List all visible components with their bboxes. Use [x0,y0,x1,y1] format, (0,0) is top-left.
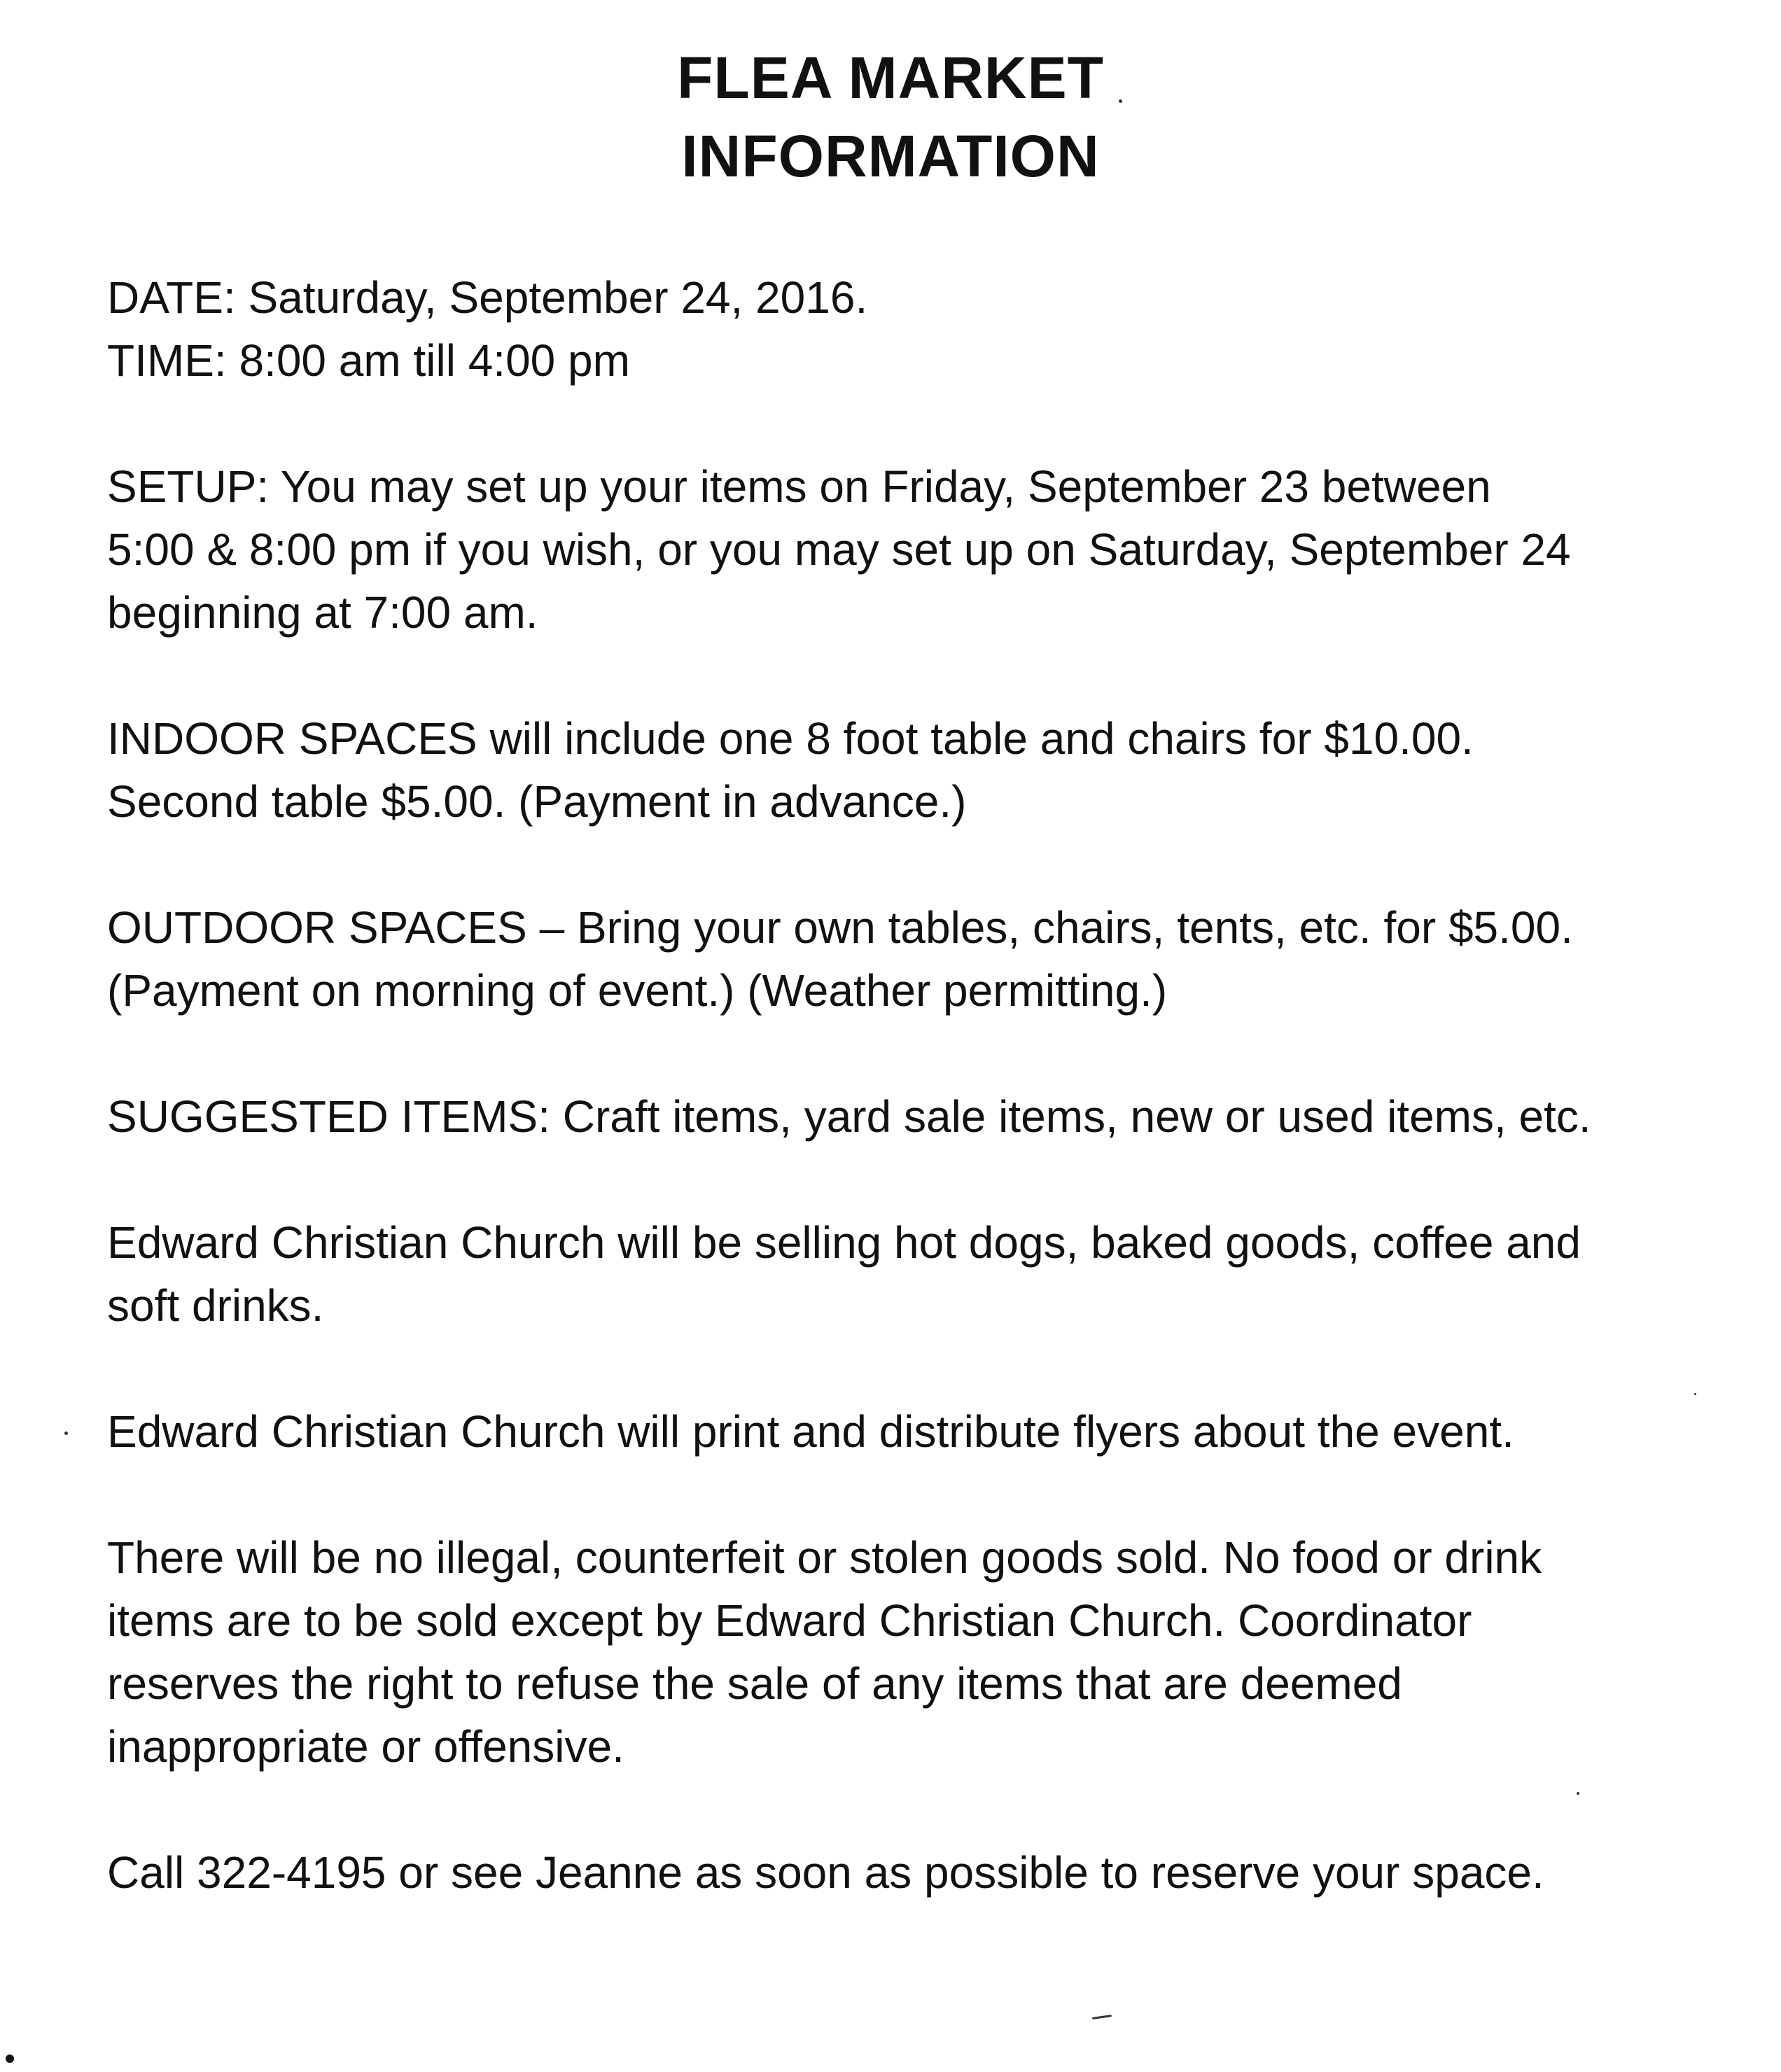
suggested-items-line: SUGGESTED ITEMS: Craft items, yard sale items, new or used items, etc. [107,1091,1591,1142]
setup-line-1: SETUP: You may set up your items on Friday, September 23 between [107,461,1491,512]
food-line-1: Edward Christian Church will be selling hot dogs, baked goods, coffee and [107,1217,1581,1268]
setup-line-3: beginning at 7:00 am. [107,587,538,638]
setup-line-2: 5:00 & 8:00 pm if you wish, or you may set up on Saturday, September 24 [107,524,1571,575]
time-line: TIME: 8:00 am till 4:00 pm [107,335,630,386]
rules-line-3: reserves the right to refuse the sale of any items that are deemed [107,1658,1402,1709]
setup-section [107,455,1717,644]
scan-speck [64,1432,68,1435]
outdoor-spaces-section [107,896,1717,1022]
suggested-items-section [107,1085,1717,1148]
indoor-spaces-section [107,707,1717,833]
rules-line-4: inappropriate or offensive. [107,1721,624,1772]
flyers-line: Edward Christian Church will print and distribute flyers about the event. [107,1406,1514,1457]
contact-line: Call 322-4195 or see Jeanne as soon as possible to reserve your space. [107,1847,1544,1898]
contact-section [107,1841,1717,1904]
flyers-section [107,1400,1717,1463]
indoor-line-1: INDOOR SPACES will include one 8 foot table and chairs for $10.00. [107,713,1474,764]
rules-line-1: There will be no illegal, counterfeit or stolen goods sold. No food or drink [107,1532,1542,1583]
outdoor-line-1: OUTDOOR SPACES – Bring your own tables, chairs, tents, etc. for $5.00. [107,902,1573,953]
outdoor-line-2: (Payment on morning of event.) (Weather permitting.) [107,965,1168,1016]
title-line-1: FLEA MARKET [677,45,1104,111]
flyer-content [107,266,1717,1967]
scan-speck [1092,2015,1112,2019]
indoor-line-2: Second table $5.00. (Payment in advance.) [107,776,967,827]
scan-speck [1577,1792,1579,1795]
page-title [0,38,1781,195]
title-line-2: INFORMATION [681,123,1100,189]
date-time-section [107,266,1717,392]
food-line-2: soft drinks. [107,1280,324,1331]
food-section [107,1211,1717,1337]
scan-speck [1119,99,1122,103]
scan-speck [1694,1393,1696,1395]
scan-speck [6,2054,14,2063]
date-line: DATE: Saturday, September 24, 2016. [107,272,868,323]
rules-section [107,1526,1717,1778]
rules-line-2: items are to be sold except by Edward Christian Church. Coordinator [107,1595,1472,1646]
